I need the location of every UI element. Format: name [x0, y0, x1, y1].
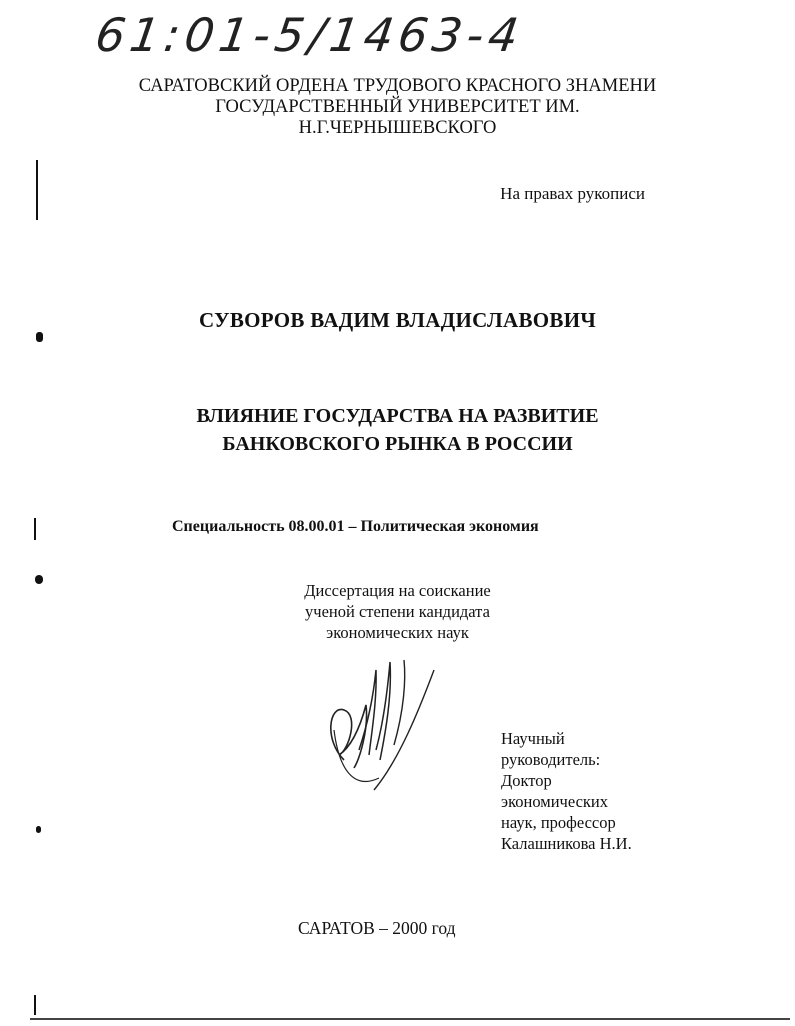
author-name: СУВОРОВ ВАДИМ ВЛАДИСЛАВОВИЧ	[198, 308, 597, 332]
scan-mark	[36, 332, 43, 342]
degree-line-1: Диссертация на соискание	[304, 581, 491, 600]
degree-line-3: экономических наук	[326, 623, 469, 642]
archive-number-text: 61:01-5/1463-4	[92, 8, 527, 62]
scientific-advisor	[501, 728, 632, 854]
title-line-2: БАНКОВСКОГО РЫНКА В РОССИИ	[222, 433, 573, 455]
advisor-line-3: Доктор	[501, 771, 552, 790]
title-line-1: ВЛИЯНИЕ ГОСУДАРСТВА НА РАЗВИТИЕ	[196, 405, 599, 427]
scan-mark	[34, 518, 36, 540]
specialty: Специальность 08.00.01 – Политическая экономия	[172, 518, 539, 535]
archive-number	[92, 8, 527, 72]
advisor-line-1: Научный	[501, 729, 565, 748]
university-line-3: Н.Г.ЧЕРНЫШЕВСКОГО	[298, 118, 497, 138]
dissertation-title	[0, 402, 795, 458]
advisor-line-6: Калашникова Н.И.	[501, 834, 632, 853]
university-line-2: ГОСУДАРСТВЕННЫЙ УНИВЕРСИТЕТ ИМ.	[215, 97, 580, 117]
advisor-line-2: руководитель:	[501, 750, 601, 769]
signature-image	[314, 650, 464, 800]
university-header	[0, 76, 795, 139]
advisor-line-5: наук, профессор	[501, 813, 616, 832]
advisor-line-4: экономических	[501, 792, 609, 811]
bottom-rule	[30, 1018, 790, 1020]
rights-note: На правах рукописи	[500, 184, 645, 203]
scan-mark	[35, 575, 43, 584]
city-year: САРАТОВ – 2000 год	[298, 918, 456, 938]
scan-mark	[36, 160, 38, 220]
scan-mark	[34, 995, 36, 1015]
degree-line-2: ученой степени кандидата	[305, 602, 490, 621]
dissertation-degree	[0, 580, 795, 643]
university-line-1: САРАТОВСКИЙ ОРДЕНА ТРУДОВОГО КРАСНОГО ЗНАМЕНИ	[138, 76, 657, 96]
scan-mark	[36, 826, 41, 833]
